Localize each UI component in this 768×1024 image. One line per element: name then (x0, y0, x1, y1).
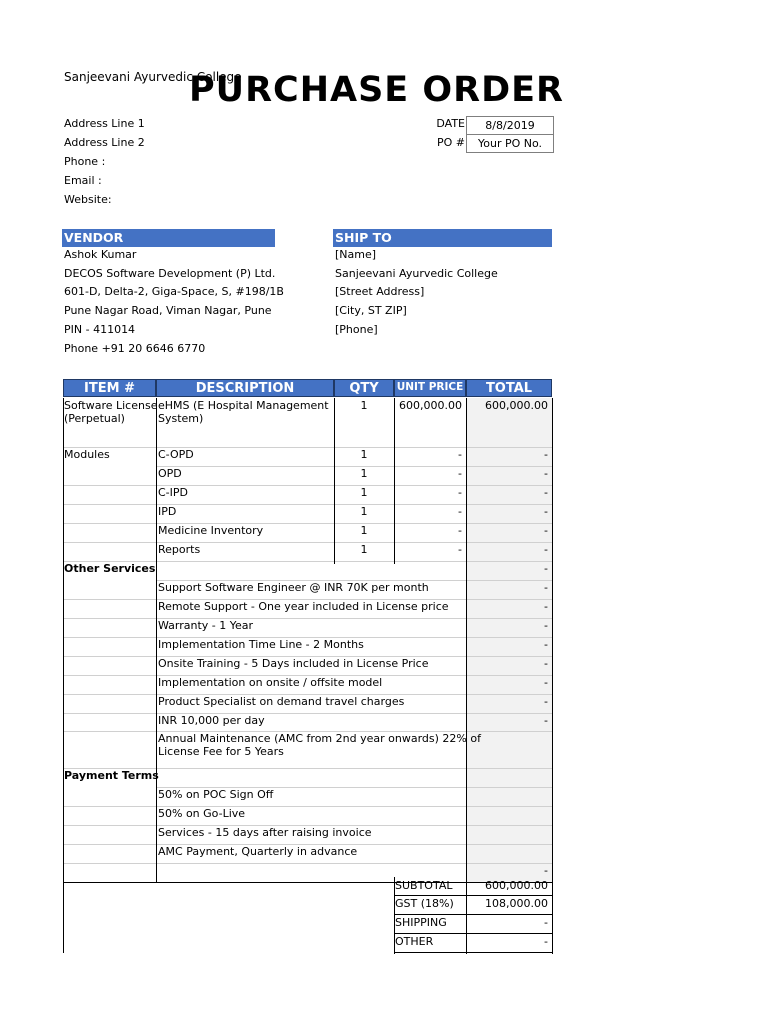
other-value: - (544, 935, 548, 948)
qty-cell: 1 (360, 399, 368, 412)
page-title: PURCHASE ORDER (189, 70, 565, 110)
description-cell: Reports (158, 543, 201, 556)
qty-cell: 1 (360, 448, 368, 461)
total-cell: - (544, 863, 548, 877)
row-divider (63, 504, 156, 505)
row-divider (63, 542, 156, 543)
ship-to-line: Sanjeevani Ayurvedic College (335, 266, 498, 280)
item-cell: Other Services (64, 562, 156, 575)
col-divider-qty (394, 398, 395, 564)
col-header-unit-price: UNIT PRICE (394, 379, 466, 397)
item-cell: Modules (64, 448, 110, 461)
description-cell: C-IPD (158, 486, 188, 499)
total-cell: - (544, 448, 548, 461)
table-border-left (63, 398, 64, 953)
total-cell: - (544, 562, 548, 575)
totals-row-border (394, 933, 552, 934)
total-cell: - (544, 713, 548, 727)
row-divider (63, 675, 156, 676)
total-cell: - (544, 505, 548, 518)
shipping-label: SHIPPING (395, 916, 447, 929)
ship-to-line: [City, ST ZIP] (335, 304, 407, 318)
description-cell: Implementation Time Line - 2 Months (158, 637, 364, 651)
qty-cell: 1 (360, 486, 368, 499)
email-label: Email : (64, 174, 102, 187)
ship-to-heading: SHIP TO (333, 229, 552, 247)
description-cell: Product Specialist on demand travel charges (158, 694, 405, 708)
other-label: OTHER (395, 935, 434, 948)
description-cell: Support Software Engineer @ INR 70K per month (158, 580, 429, 594)
row-divider (63, 523, 156, 524)
row-divider (63, 694, 156, 695)
row-divider (63, 825, 156, 826)
item-cell: (Perpetual) (64, 412, 125, 425)
qty-cell: 1 (360, 543, 368, 556)
total-cell: - (544, 694, 548, 708)
description-cell: Warranty - 1 Year (158, 618, 254, 632)
qty-cell: 1 (360, 467, 368, 480)
description-cell: Remote Support - One year included in License price (158, 599, 449, 613)
totals-row-border (394, 895, 552, 896)
website-label: Website: (64, 193, 112, 206)
po-number-field[interactable]: Your PO No. (466, 134, 554, 153)
totals-row-border (394, 952, 552, 953)
row-divider (63, 656, 156, 657)
col-header-item: ITEM # (63, 379, 156, 397)
ship-to-line: [Phone] (335, 322, 378, 336)
qty-cell: 1 (360, 505, 368, 518)
shipping-value: - (544, 916, 548, 929)
date-field[interactable]: 8/8/2019 (466, 116, 554, 135)
row-divider (63, 637, 156, 638)
col-header-description: DESCRIPTION (156, 379, 334, 397)
description-cell: Services - 15 days after raising invoice (158, 825, 372, 839)
col-divider-item (156, 398, 157, 882)
total-cell: - (544, 675, 548, 689)
vendor-line: Phone +91 20 6646 6770 (64, 341, 206, 355)
description-cell: 50% on POC Sign Off (158, 788, 274, 801)
date-label: DATE (436, 117, 465, 130)
total-cell: - (544, 656, 548, 670)
po-label: PO # (436, 136, 465, 149)
qty-cell: 1 (360, 524, 368, 537)
unit-price-cell: - (458, 448, 462, 461)
total-cell: - (544, 486, 548, 499)
total-cell: - (544, 467, 548, 480)
row-divider (156, 768, 552, 769)
description-cell: System) (158, 412, 204, 425)
vendor-heading: VENDOR (62, 229, 275, 247)
row-divider (63, 618, 156, 619)
description-cell: IPD (158, 505, 177, 518)
col-header-total: TOTAL (466, 379, 552, 397)
description-cell: License Fee for 5 Years (158, 745, 284, 758)
address-line-1: Address Line 1 (64, 117, 145, 130)
total-cell: - (544, 637, 548, 651)
vendor-line: 601-D, Delta-2, Giga-Space, S, #198/1B (64, 285, 284, 299)
description-cell: eHMS (E Hospital Management (158, 399, 329, 412)
table-border-right (552, 398, 553, 882)
unit-price-cell: - (458, 467, 462, 480)
vendor-line: Ashok Kumar (64, 248, 137, 261)
unit-price-cell: - (458, 543, 462, 556)
phone-label: Phone : (64, 155, 106, 168)
row-divider (63, 599, 156, 600)
total-cell: 600,000.00 (485, 399, 548, 412)
description-cell: OPD (158, 467, 182, 480)
vendor-line: PIN - 411014 (64, 322, 136, 336)
ship-to-line: [Name] (335, 248, 377, 261)
description-cell: Medicine Inventory (158, 524, 264, 537)
totals-row-border (394, 914, 552, 915)
address-line-2: Address Line 2 (64, 136, 145, 149)
item-cell: Software License (64, 399, 158, 412)
row-divider (63, 485, 156, 486)
unit-price-cell: - (458, 524, 462, 537)
description-cell: Implementation on onsite / offsite model (158, 675, 383, 689)
gst-value: 108,000.00 (485, 897, 548, 910)
description-cell: AMC Payment, Quarterly in advance (158, 844, 358, 858)
ship-to-line: [Street Address] (335, 285, 425, 299)
description-cell: Onsite Training - 5 Days included in License Price (158, 656, 429, 670)
description-cell: 50% on Go-Live (158, 806, 246, 820)
description-cell: C-OPD (158, 448, 194, 461)
company-name: Sanjeevani Ayurvedic College (64, 70, 242, 84)
row-divider (63, 806, 156, 807)
row-divider (63, 713, 156, 714)
description-cell: Annual Maintenance (AMC from 2nd year onwards) 22% of (158, 732, 481, 745)
row-divider (63, 863, 156, 864)
total-cell: - (544, 618, 548, 632)
total-cell: - (544, 524, 548, 537)
item-cell: Payment Terms (64, 769, 159, 782)
subtotal-value: 600,000.00 (485, 879, 548, 892)
row-divider (63, 731, 156, 732)
total-cell: - (544, 543, 548, 556)
gst-label: GST (18%) (395, 897, 454, 910)
unit-price-cell: 600,000.00 (399, 399, 462, 412)
vendor-line: Pune Nagar Road, Viman Nagar, Pune (64, 304, 272, 318)
unit-price-cell: - (458, 486, 462, 499)
row-divider (63, 844, 156, 845)
description-cell: INR 10,000 per day (158, 713, 265, 727)
totals-border-right (552, 877, 553, 954)
unit-price-cell: - (458, 505, 462, 518)
col-header-qty: QTY (334, 379, 394, 397)
vendor-line: DECOS Software Development (P) Ltd. (64, 266, 276, 280)
total-cell: - (544, 580, 548, 594)
subtotal-label: SUBTOTAL (395, 879, 453, 892)
total-cell: - (544, 599, 548, 613)
